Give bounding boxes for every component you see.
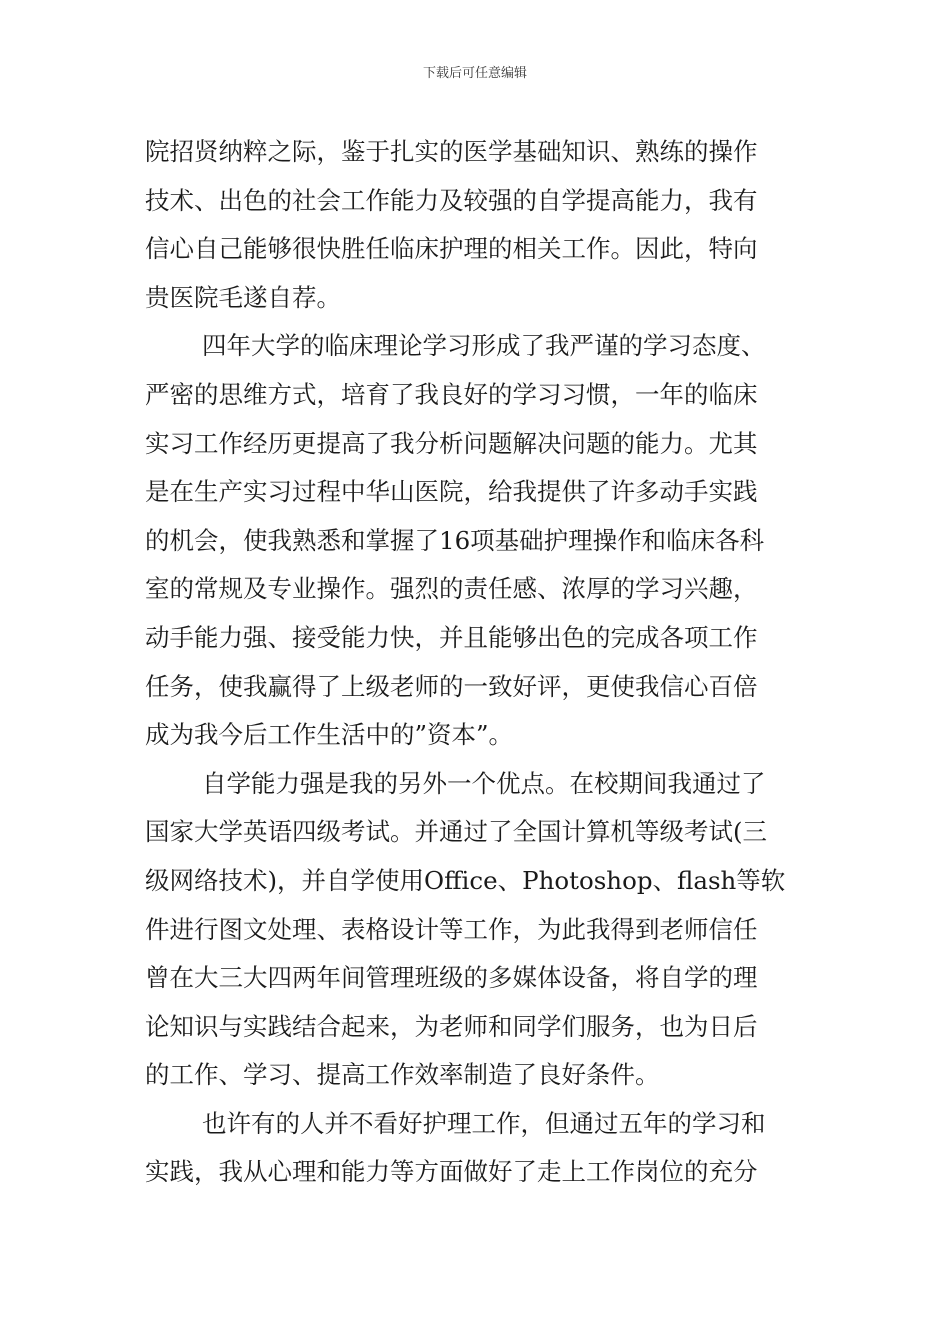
text-line: 件进行图文处理、表格设计等工作，为此我得到老师信任: [145, 914, 758, 944]
paragraph-first-line: 自学能力强是我的另外一个优点。在校期间我通过了: [202, 768, 766, 798]
text-line: 任务，使我赢得了上级老师的一致好评，更使我信心百倍: [145, 671, 758, 701]
text-line: 室的常规及专业操作。强烈的责任感、浓厚的学习兴趣，: [145, 574, 758, 604]
page-header: 下载后可任意编辑: [422, 66, 527, 81]
text-line: 曾在大三大四两年间管理班级的多媒体设备，将自学的理: [145, 963, 758, 993]
text-line: 成为我今后工作生活中的”资本”。: [145, 720, 514, 750]
text-line: 国家大学英语四级考试。并通过了全国计算机等级考试(三: [145, 817, 768, 847]
text-line: 院招贤纳粹之际，鉴于扎实的医学基础知识、熟练的操作: [145, 137, 758, 166]
paragraph-first-line: 四年大学的临床理论学习形成了我严谨的学习态度、: [202, 331, 766, 361]
text-line: 技术、出色的社会工作能力及较强的自学提高能力，我有: [145, 185, 758, 215]
text-line: 严密的思维方式，培育了我良好的学习习惯，一年的临床: [145, 379, 758, 409]
text-line: 的机会，使我熟悉和掌握了16项基础护理操作和临床各科: [145, 525, 765, 555]
text-line: 实习工作经历更提高了我分析问题解决问题的能力。尤其: [145, 428, 758, 458]
paragraph-first-line: 也许有的人并不看好护理工作，但通过五年的学习和: [202, 1108, 766, 1138]
text-line: 级网络技术)，并自学使用Office、Photoshop、flash等软: [145, 865, 786, 895]
body-text: [145, 128, 810, 1197]
text-line: 贵医院毛遂自荐。: [145, 282, 341, 312]
text-line: 是在生产实习过程中华山医院，给我提供了许多动手实践: [145, 477, 758, 507]
text-line: 信心自己能够很快胜任临床护理的相关工作。因此，特向: [145, 234, 758, 264]
text-line: 动手能力强、接受能力快，并且能够出色的完成各项工作: [145, 622, 758, 652]
text-line: 论知识与实践结合起来，为老师和同学们服务，也为日后: [145, 1011, 758, 1041]
text-line: 实践，我从心理和能力等方面做好了走上工作岗位的充分: [145, 1157, 758, 1187]
text-line: 的工作、学习、提高工作效率制造了良好条件。: [145, 1060, 660, 1090]
